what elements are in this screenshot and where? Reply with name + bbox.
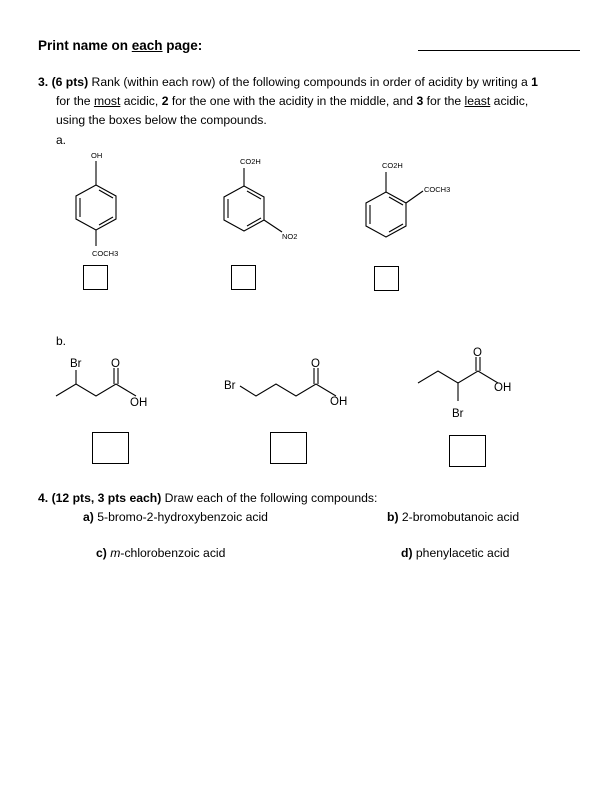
q4-c-text: -chlorobenzoic acid [120, 546, 226, 560]
answer-box-a2[interactable] [231, 265, 256, 290]
q3-line-2 [38, 92, 583, 111]
mol3-top-label: CO2H [382, 161, 403, 170]
q3-rank-3: 3 [416, 94, 424, 108]
q4-item-c [96, 546, 225, 560]
q3-rank-2: 2 [161, 94, 169, 108]
q3-text-2d: for the [423, 94, 465, 108]
mol-b2-o: O [311, 358, 320, 370]
part-b-label: b. [56, 334, 67, 348]
q3-text-2b: acidic, [120, 94, 162, 108]
q4-intro-text: Draw each of the following compounds: [161, 491, 378, 505]
mol2-sub-label: NO2 [282, 232, 298, 241]
q4-item-b [387, 510, 519, 524]
q3-least: least [464, 94, 491, 108]
q3-points: (6 pts) [51, 75, 89, 89]
q3-text-2a: for the [56, 94, 94, 108]
answer-box-b3[interactable] [449, 435, 486, 467]
q3-line-1 [38, 73, 583, 92]
q4-item-d [401, 546, 509, 560]
molecule-nitrobenzoic-acid [210, 150, 310, 245]
molecule-2-bromobutanoic-acid-variant [410, 345, 530, 425]
q4-d-label: d) [401, 546, 413, 560]
mol-b1-oh: OH [130, 397, 148, 409]
answer-box-b2[interactable] [270, 432, 307, 464]
q4-item-a [83, 510, 268, 524]
q3-number: 3. [38, 75, 49, 89]
q4-a-text: 5-bromo-2-hydroxybenzoic acid [93, 510, 268, 524]
mol1-bottom-label: COCH3 [92, 249, 119, 258]
q3-text-2e: acidic, [490, 94, 529, 108]
mol1-top-label: OH [91, 151, 103, 160]
molecule-3-bromobutanoic-acid [50, 352, 160, 412]
q4-number: 4. [38, 491, 49, 505]
header-suffix: page: [162, 38, 203, 53]
answer-box-a3[interactable] [374, 266, 399, 291]
header-prefix: Print name on [38, 38, 132, 53]
molecule-4-acetylphenol [60, 145, 140, 263]
q4-a-label: a) [83, 510, 94, 524]
mol-b2-br: Br [224, 380, 236, 392]
answer-box-b1[interactable] [92, 432, 129, 464]
q4-b-label: b) [387, 510, 399, 524]
q3-line-3: using the boxes below the compounds. [56, 113, 267, 127]
part-a-label: a. [56, 133, 67, 147]
name-entry-line[interactable] [418, 50, 580, 51]
mol-b3-oh: OH [494, 382, 512, 394]
answer-box-a1[interactable] [83, 265, 108, 290]
q4-points: (12 pts, 3 pts each) [51, 491, 162, 505]
q4-c-prefix: m [110, 546, 121, 560]
mol-b1-o: O [111, 358, 120, 370]
mol-b1-br: Br [70, 358, 82, 370]
q3-text-2c: for the one with the acidity in the middle, and [168, 94, 417, 108]
mol-b3-br: Br [452, 408, 464, 420]
q3-text-1: Rank (within each row) of the following compounds in order of acidity by writing a [88, 75, 532, 89]
molecule-bromohexanoic-acid [220, 352, 360, 412]
q3-most: most [93, 94, 121, 108]
q4-d-text: phenylacetic acid [412, 546, 510, 560]
molecule-acetylbenzoic-acid [355, 155, 465, 245]
q4-b-text: 2-bromobutanoic acid [398, 510, 520, 524]
mol2-top-label: CO2H [240, 157, 261, 166]
mol-b2-oh: OH [330, 396, 348, 408]
q4-c-label: c) [96, 546, 107, 560]
header-underlined: each [131, 38, 163, 53]
question-4-intro [38, 491, 377, 505]
q3-rank-1: 1 [531, 75, 538, 89]
question-3 [38, 73, 583, 130]
page-header [38, 38, 202, 53]
mol-b3-o: O [473, 347, 482, 359]
mol3-sub-label: COCH3 [424, 185, 451, 194]
